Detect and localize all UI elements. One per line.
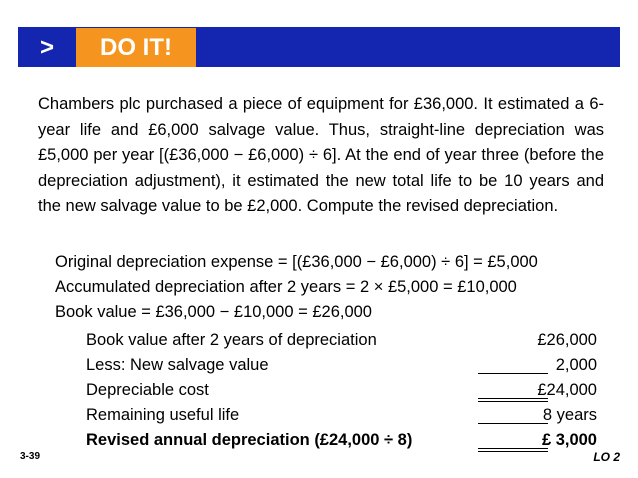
schedule-value-book-value: £26,000	[537, 331, 597, 349]
double-underline-revised-1	[478, 448, 548, 449]
underline-salvage	[478, 373, 548, 374]
schedule-label-salvage: Less: New salvage value	[86, 356, 269, 374]
schedule-value-salvage: 2,000	[555, 356, 597, 374]
calc-accumulated-depreciation: Accumulated depreciation after 2 years = 2 × £5,000 = £10,000	[55, 278, 517, 296]
underline-remaining-life	[478, 423, 548, 424]
problem-statement: Chambers plc purchased a piece of equipment for £36,000. It estimated a 6-year life and £6,000 salvage value. Thus, straight-line depreciation was £5,000 per year [(£36,000 − £6,000) ÷ 6]. At the end of year three (before the depreciation adjustment), it estimated the new total life to be 10 years and the new salvage value to be £2,000. Compute the revised depreciation.	[38, 95, 604, 215]
schedule-label-depreciable-cost: Depreciable cost	[86, 381, 209, 399]
schedule-label-revised-depreciation: Revised annual depreciation (£24,000 ÷ 8)	[86, 431, 413, 449]
slide-number: 3-39	[20, 451, 41, 462]
schedule-label-book-value: Book value after 2 years of depreciation	[86, 331, 377, 349]
double-underline-depreciable-cost-2	[478, 401, 548, 402]
schedule-value-revised-depreciation: £ 3,000	[541, 431, 597, 449]
double-underline-depreciable-cost-1	[478, 398, 548, 399]
chevron-icon: >	[40, 34, 55, 61]
calc-original-depreciation: Original depreciation expense = [(£36,000 − £6,000) ÷ 6] = £5,000	[55, 253, 538, 271]
schedule-label-remaining-life: Remaining useful life	[86, 406, 240, 424]
schedule-value-remaining-life: 8 years	[542, 406, 597, 424]
schedule-value-depreciable-cost: £24,000	[537, 381, 597, 399]
double-underline-revised-2	[478, 451, 548, 452]
learning-objective: LO 2	[593, 450, 620, 464]
do-it-badge: DO IT!	[76, 28, 196, 67]
calc-book-value: Book value = £36,000 − £10,000 = £26,000	[55, 303, 372, 321]
